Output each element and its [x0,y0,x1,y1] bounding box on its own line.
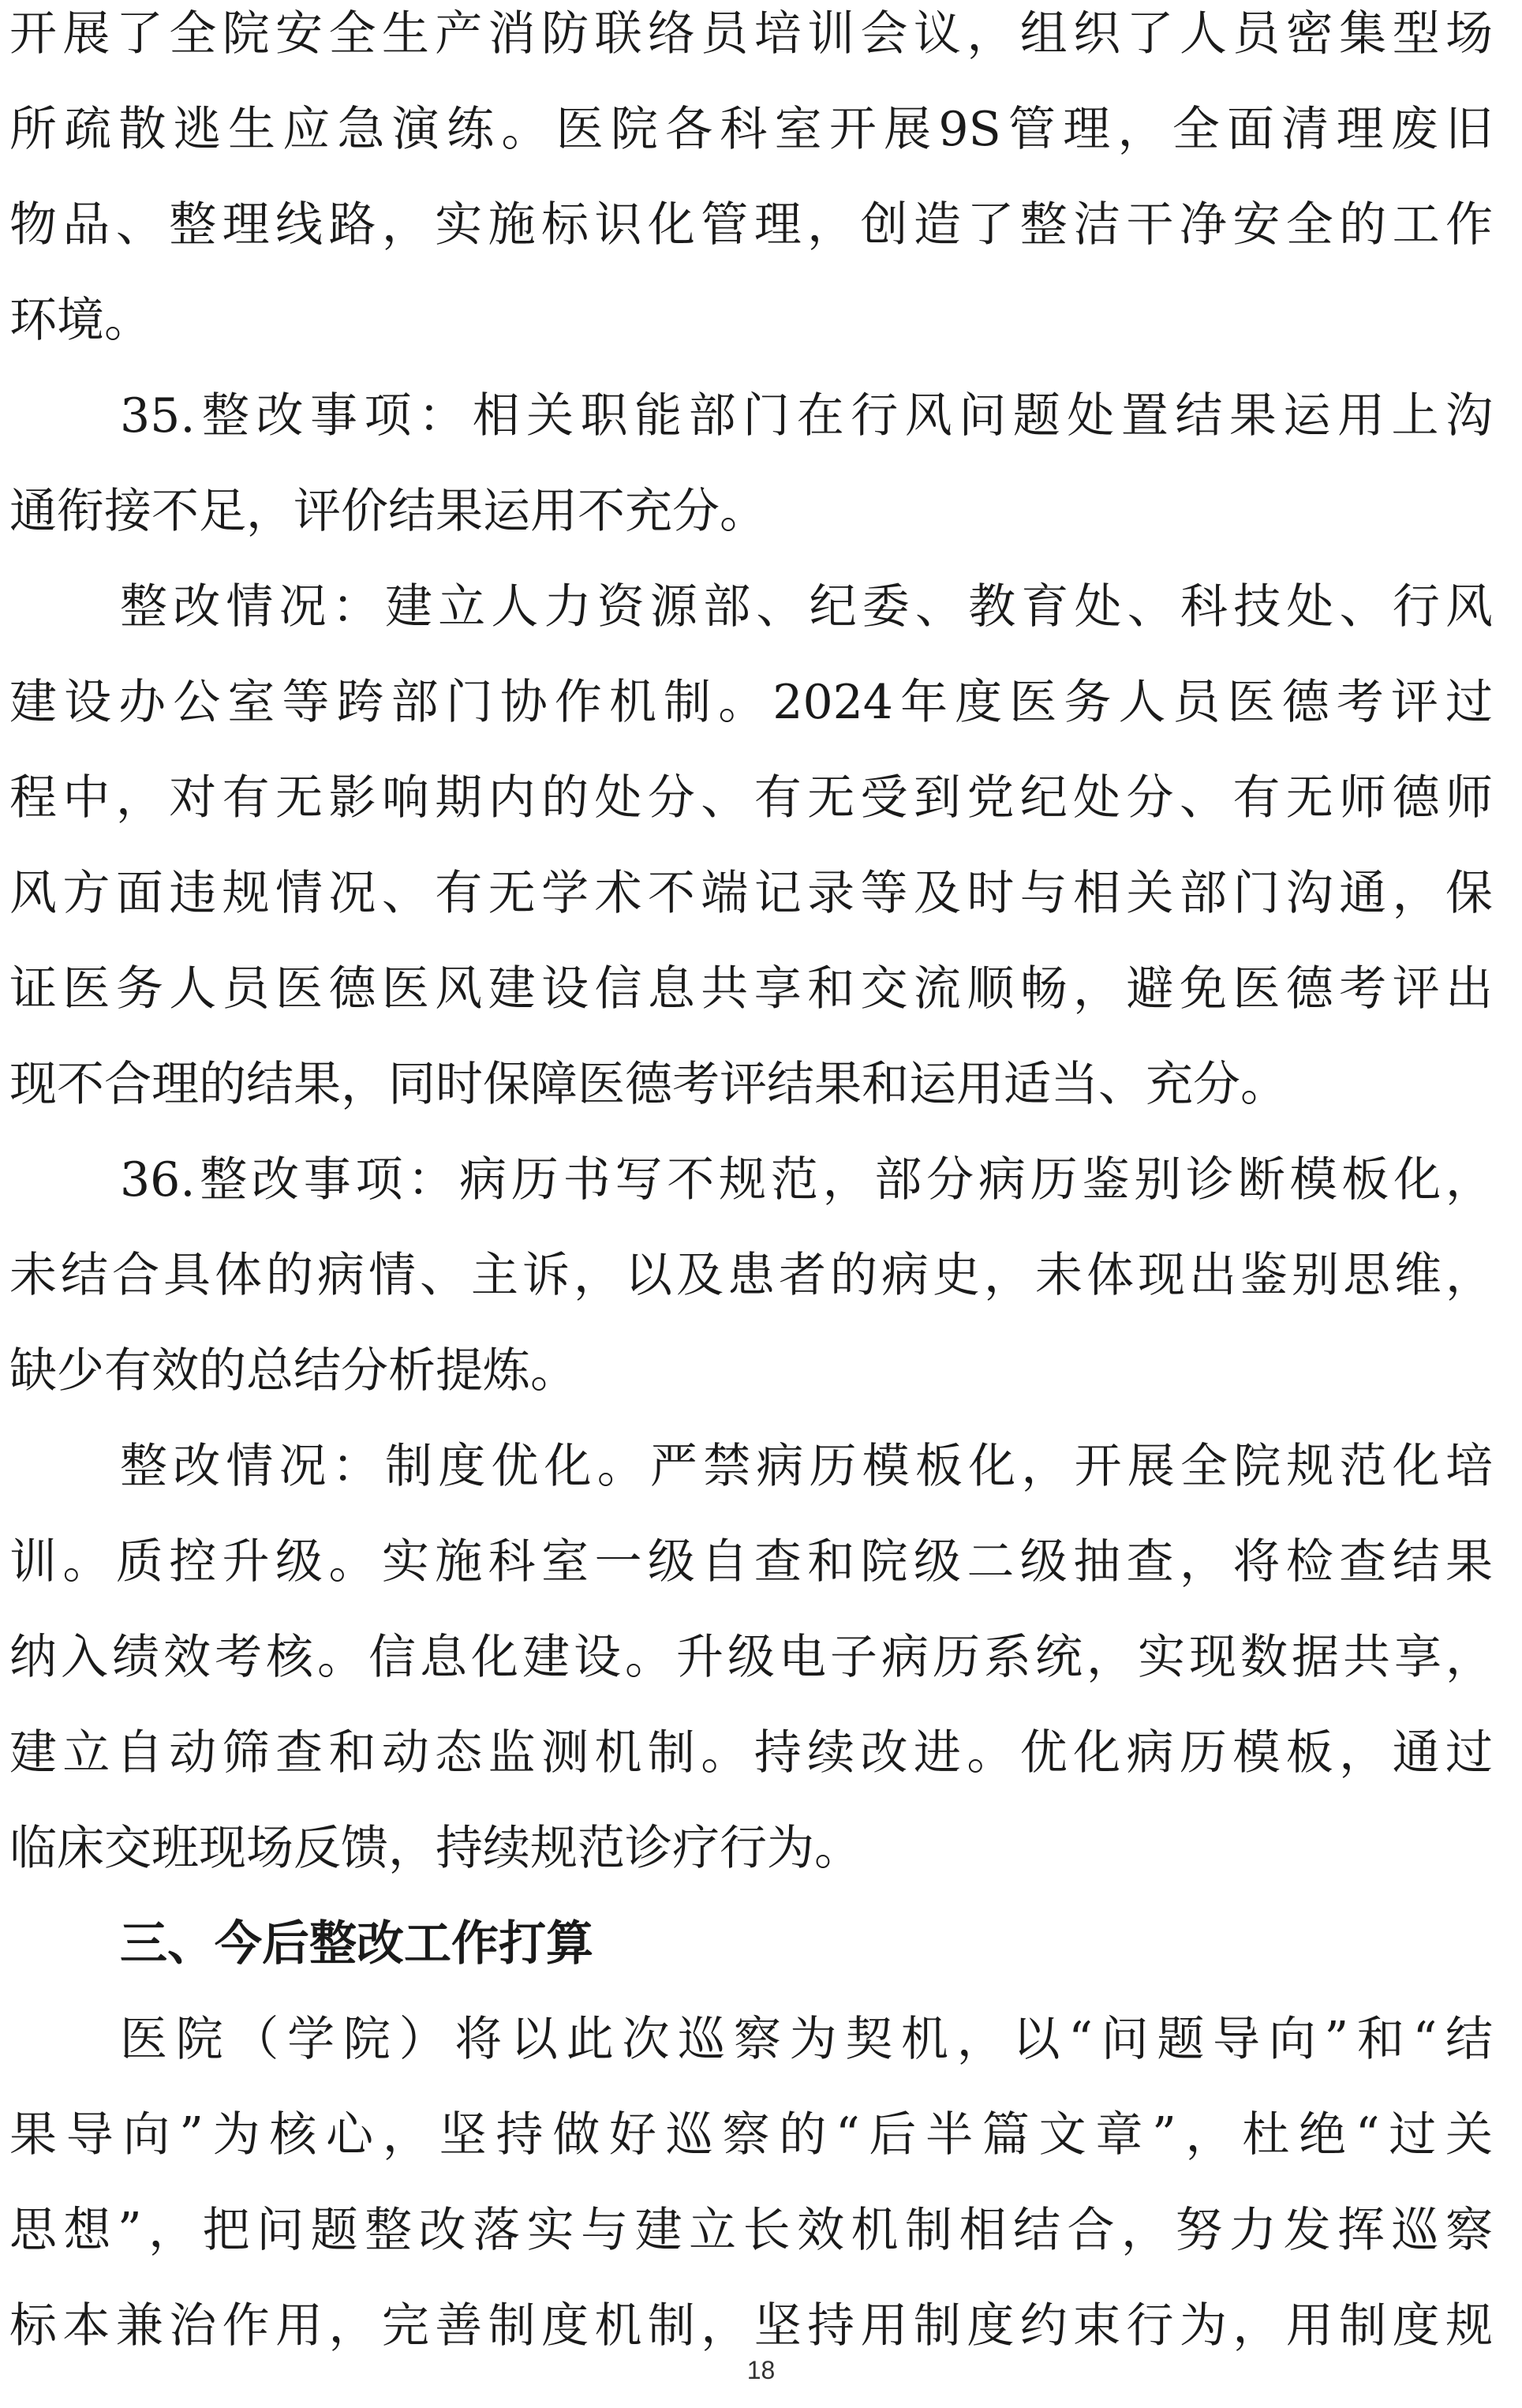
text-line: 缺少有效的总结分析提炼。 [9,1343,578,1399]
text-line: 开展了全院安全生产消防联络员培训会议，组织了人员密集型场 [9,6,1493,62]
text-line: 整改情况：建立人力资源部、纪委、教育处、科技处、行风 [120,579,1493,635]
text-line: 临床交班现场反馈，持续规范诊疗行为。 [9,1821,862,1876]
text-line: 通衔接不足，评价结果运用不充分。 [9,484,767,539]
text-line: 纳入绩效考核。信息化建设。升级电子病历系统，实现数据共享， [9,1630,1493,1685]
text-line: 证医务人员医德医风建设信息共享和交流顺畅，避免医德考评出 [9,961,1493,1017]
text-line: 建设办公室等跨部门协作机制。2024年度医务人员医德考评过 [9,675,1493,730]
text-line: 环境。 [9,293,151,348]
text-line: 训。质控升级。实施科室一级自查和院级二级抽查，将检查结果 [9,1534,1493,1590]
text-line: 35.整改事项：相关职能部门在行风问题处置结果运用上沟 [120,388,1493,444]
text-line: 程中，对有无影响期内的处分、有无受到党纪处分、有无师德师 [9,770,1493,826]
section-heading: 三、今后整改工作打算 [120,1916,593,1972]
text-line: 36.整改事项：病历书写不规范，部分病历鉴别诊断模板化， [120,1152,1493,1208]
document-body [9,0,1493,2387]
text-line: 所疏散逃生应急演练。医院各科室开展9S管理，全面清理废旧 [9,102,1493,157]
text-line: 未结合具体的病情、主诉，以及患者的病史，未体现出鉴别思维， [9,1248,1493,1303]
text-line: 思想”，把问题整改落实与建立长效机制相结合，努力发挥巡察 [9,2203,1493,2258]
text-line: 风方面违规情况、有无学术不端记录等及时与相关部门沟通，保 [9,866,1493,921]
text-line: 果导向”为核心，坚持做好巡察的“后半篇文章”，杜绝“过关 [9,2107,1493,2163]
text-line: 物品、整理线路，实施标识化管理，创造了整洁干净安全的工作 [9,197,1493,253]
text-line: 标本兼治作用，完善制度机制，坚持用制度约束行为，用制度规 [9,2298,1493,2354]
text-line: 建立自动筛查和动态监测机制。持续改进。优化病历模板，通过 [9,1725,1493,1781]
page-number: 18 [746,2356,776,2384]
text-line: 现不合理的结果，同时保障医德考评结果和运用适当、充分。 [9,1057,1288,1112]
text-line: 医院（学院）将以此次巡察为契机，以“问题导向”和“结 [120,2012,1493,2067]
text-line: 整改情况：制度优化。严禁病历模板化，开展全院规范化培 [120,1439,1493,1494]
